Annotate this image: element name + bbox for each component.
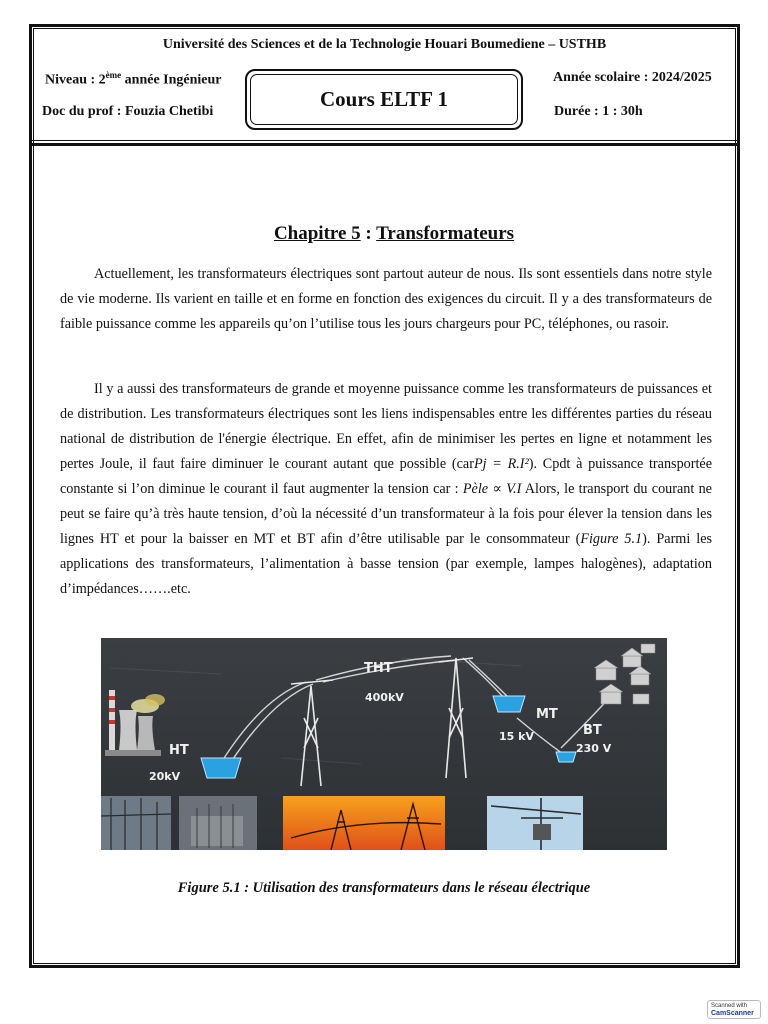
header-divider-thin: [30, 140, 739, 141]
header-divider: [30, 143, 739, 146]
pylon-icon: [439, 658, 473, 778]
label-ht: HT: [169, 743, 189, 758]
figure-reference: Figure 5.1: [580, 531, 643, 547]
formula-power: Pèle ∝ V.I: [462, 481, 522, 497]
houses-icon: [594, 644, 655, 704]
duration: Durée : 1 : 30h: [554, 104, 643, 119]
pylon-icon: [291, 680, 333, 786]
camscanner-watermark: Scanned with CamScanner: [707, 1000, 761, 1019]
paragraph-1: Actuellement, les transformateurs électriques sont partout auteur de nous. Ils sont essentiels dans notre style de vie moderne. Ils varient en taille et en forme en fonction des exigences du circuit. Il y a des transformateurs de faible puissance comme les appareils qu’on l’utilise tous les jours chargeurs pour PC, téléphones, ou rasoir.: [60, 266, 712, 332]
label-ht-voltage: 20kV: [149, 770, 181, 783]
chapter-label: Chapitre 5: [273, 223, 361, 244]
transformer-icon: [493, 696, 525, 712]
course-title: Cours ELTF 1: [250, 74, 518, 125]
transformer-icon: [556, 752, 576, 762]
university-name: Université des Sciences et de la Technologie Houari Boumediene – USTHB: [162, 37, 607, 52]
school-year: Année scolaire : 2024/2025: [553, 70, 712, 85]
professor-info: Doc du prof : Fouzia Chetibi: [42, 104, 214, 119]
power-plant-icon: [105, 690, 165, 756]
figure-power-grid: [101, 638, 667, 850]
label-tht: THT: [364, 661, 393, 676]
label-bt: BT: [583, 723, 602, 738]
photo-strip: [101, 796, 583, 850]
label-tht-voltage: 400kV: [365, 691, 404, 704]
chapter-heading: Chapitre 5 : Transformateurs: [273, 223, 515, 244]
figure-caption: Figure 5.1 : Utilisation des transformateurs dans le réseau électrique: [177, 880, 591, 896]
label-mt: MT: [536, 707, 558, 722]
power-grid-illustration: [101, 638, 667, 850]
label-bt-voltage: 230 V: [576, 742, 612, 755]
label-mt-voltage: 15 kV: [499, 730, 534, 743]
transformer-icon: [201, 758, 241, 778]
paragraph-2: Il y a aussi des transformateurs de grande et moyenne puissance comme les transformateurs de puissances et de distribution. Les transformateurs électriques sont les liens indispensables entre les différentes parties du réseau national de distribution de l'énergie électrique. En effet, afin de minimiser les pertes en ligne et notamment les pertes Joule, il faut faire diminuer le courant autant que possible (carPj = R.I²). Cpdt à puissance transportée constante si l’on diminue le courant il faut augmenter la tension car : Pèle ∝ V.I Alors, le transport du courant ne peut se faire qu’à très haute tension, d’où la nécessité d’un transformateur à la fois pour élever la tension dans les lignes HT et pour la baisser en MT et BT afin d’être utilisable par le consommateur (Figure 5.1). Parmi les applications des transformateurs, l’alimentation à basse tension (par exemple, lampes halogènes), adaptation d’impédances…….etc.: [60, 381, 713, 597]
formula-joule: Pj = R.I²: [473, 456, 529, 472]
level-info: Niveau : 2ème année Ingénieur: [45, 70, 222, 88]
chapter-title: Transformateurs: [376, 223, 515, 244]
